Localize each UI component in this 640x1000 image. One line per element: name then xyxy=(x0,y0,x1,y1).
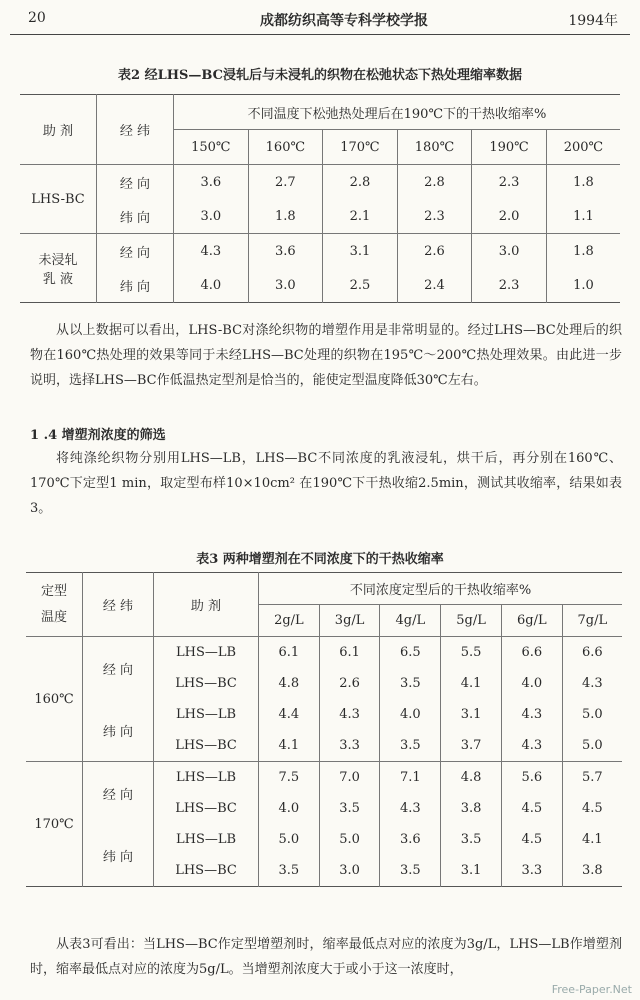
table3-value-cell: 4.3 xyxy=(319,699,380,730)
table2-direction-cell: 经 向 xyxy=(97,234,174,269)
table2-temp-header: 150℃ xyxy=(174,130,249,165)
table2-value-cell: 1.8 xyxy=(546,234,620,269)
table3-value-cell: 6.6 xyxy=(501,637,562,669)
table2-value-cell: 3.6 xyxy=(248,234,323,269)
table2-temp-header: 190℃ xyxy=(472,130,547,165)
table2-temp-header: 180℃ xyxy=(397,130,472,165)
watermark-stamp: Free-Paper.Net xyxy=(551,983,632,996)
table3-value-cell: 3.1 xyxy=(441,855,502,887)
table3-value-cell: 4.1 xyxy=(562,824,622,855)
table3-value-cell: 3.6 xyxy=(380,824,441,855)
table3-value-cell: 7.0 xyxy=(319,762,380,794)
table3-caption: 表3 两种增塑剂在不同浓度下的干热收缩率 xyxy=(196,552,444,567)
table3-value-cell: 5.0 xyxy=(319,824,380,855)
table3-value-cell: 3.8 xyxy=(441,793,502,824)
table3-value-cell: 4.0 xyxy=(380,699,441,730)
table2-col-direction: 经 纬 xyxy=(97,95,174,165)
table2 xyxy=(20,94,620,303)
table3-value-cell: 6.6 xyxy=(562,637,622,669)
table2-value-cell: 1.8 xyxy=(248,199,323,234)
table3-agent-cell: LHS—LB xyxy=(154,699,259,730)
paragraph-1: 从以上数据可以看出，LHS-BC对涤纶织物的增塑作用是非常明显的。经过LHS—BC处理后的织物在160℃热处理的效果等同于未经LHS—BC处理的织物在195℃～200℃热处理效果。由此进一步说明，选择LHS—BC作低温热定型剂是恰当的，能使定型温度降低30℃左右。 xyxy=(30,323,622,388)
table3-value-cell: 3.5 xyxy=(380,730,441,762)
table3-value-cell: 5.0 xyxy=(259,824,320,855)
table3-agent-cell: LHS—LB xyxy=(154,637,259,669)
table3-data-row xyxy=(26,762,622,794)
table3-header-row xyxy=(26,573,622,605)
table3-value-cell: 6.1 xyxy=(319,637,380,669)
table2-value-cell: 4.3 xyxy=(174,234,249,269)
table3-value-cell: 4.5 xyxy=(562,793,622,824)
table3-conc-header: 3g/L xyxy=(319,605,380,637)
table2-value-cell: 4.0 xyxy=(174,268,249,303)
table2-caption: 表2 经LHS—BC浸轧后与未浸轧的织物在松弛状态下热处理缩率数据 xyxy=(118,68,522,83)
table3-value-cell: 4.3 xyxy=(380,793,441,824)
table2-data-row xyxy=(20,165,620,200)
table2-temp-header: 200℃ xyxy=(546,130,620,165)
journal-title: 成都纺织高等专科学校学报 xyxy=(260,13,428,29)
table3-temp-cell: 170℃ xyxy=(26,762,83,887)
table3-span-header: 不同浓度定型后的干热收缩率% xyxy=(259,573,623,605)
table3-value-cell: 4.5 xyxy=(501,824,562,855)
table3-agent-cell: LHS—BC xyxy=(154,730,259,762)
table3-value-cell: 3.5 xyxy=(319,793,380,824)
table3-value-cell: 3.5 xyxy=(441,824,502,855)
table3 xyxy=(26,572,622,887)
table2-temp-header: 170℃ xyxy=(323,130,398,165)
table3-direction-cell: 纬 向 xyxy=(83,699,154,762)
table3-conc-header: 5g/L xyxy=(441,605,502,637)
table2-data-row xyxy=(20,234,620,269)
table3-value-cell: 5.6 xyxy=(501,762,562,794)
page-header xyxy=(28,8,618,32)
table3-value-cell: 4.0 xyxy=(259,793,320,824)
table2-value-cell: 3.0 xyxy=(472,234,547,269)
table3-value-cell: 3.3 xyxy=(501,855,562,887)
table2-value-cell: 2.8 xyxy=(397,165,472,200)
table3-value-cell: 3.0 xyxy=(319,855,380,887)
paragraph-3: 从表3可看出：当LHS—BC作定型增塑剂时，缩率最低点对应的浓度为3g/L，LHS—LB作增塑剂时，缩率最低点对应的浓度为5g/L。当增塑剂浓度大于或小于这一浓度时， xyxy=(30,937,622,977)
table3-value-cell: 4.8 xyxy=(259,668,320,699)
table2-value-cell: 2.1 xyxy=(323,199,398,234)
table2-agent-cell: 未浸轧 乳 液 xyxy=(20,234,97,303)
table3-conc-header: 6g/L xyxy=(501,605,562,637)
table2-header-row xyxy=(20,95,620,130)
table3-value-cell: 4.5 xyxy=(501,793,562,824)
table3-value-cell: 4.3 xyxy=(501,730,562,762)
table2-value-cell: 2.3 xyxy=(472,165,547,200)
table2-span-header: 不同温度下松弛热处理后在190℃下的干热收缩率% xyxy=(174,95,621,130)
table2-col-agent: 助 剂 xyxy=(20,95,97,165)
table3-value-cell: 4.4 xyxy=(259,699,320,730)
table3-value-cell: 2.6 xyxy=(319,668,380,699)
table2-temp-header: 160℃ xyxy=(248,130,323,165)
table3-direction-cell: 经 向 xyxy=(83,762,154,825)
table3-agent-cell: LHS—BC xyxy=(154,793,259,824)
table3-value-cell: 7.1 xyxy=(380,762,441,794)
table3-value-cell: 4.1 xyxy=(441,668,502,699)
table3-direction-cell: 纬 向 xyxy=(83,824,154,887)
table3-value-cell: 3.5 xyxy=(259,855,320,887)
publication-year: 1994年 xyxy=(568,13,618,29)
table3-temp-cell: 160℃ xyxy=(34,691,74,707)
table2-value-cell: 2.8 xyxy=(323,165,398,200)
table3-data-row xyxy=(26,824,622,855)
table3-value-cell: 3.7 xyxy=(441,730,502,762)
table3-value-cell: 3.5 xyxy=(380,668,441,699)
paragraph-2: 将纯涤纶织物分别用LHS—LB，LHS—BC不同浓度的乳液浸轧，烘干后，再分别在160℃、170℃下定型1 min，取定型布样10×10cm² 在190℃下干热收缩2.5min，测试其收缩率，结果如表3。 xyxy=(30,451,622,516)
table3-value-cell: 5.0 xyxy=(562,730,622,762)
table3-value-cell: 3.3 xyxy=(319,730,380,762)
table2-direction-cell: 经 向 xyxy=(97,165,174,200)
table3-agent-cell: LHS—BC xyxy=(154,668,259,699)
table2-value-cell: 2.6 xyxy=(397,234,472,269)
table3-value-cell: 4.8 xyxy=(441,762,502,794)
table2-value-cell: 2.0 xyxy=(472,199,547,234)
table3-value-cell: 3.5 xyxy=(380,855,441,887)
table2-value-cell: 2.3 xyxy=(397,199,472,234)
table2-data-row xyxy=(20,268,620,303)
table2-value-cell: 1.8 xyxy=(546,165,620,200)
table2-value-cell: 2.3 xyxy=(472,268,547,303)
table3-value-cell: 5.0 xyxy=(562,699,622,730)
table3-conc-header: 7g/L xyxy=(562,605,622,637)
table3-agent-cell: LHS—LB xyxy=(154,762,259,794)
table3-agent-cell: LHS—LB xyxy=(154,824,259,855)
header-rule xyxy=(10,34,630,35)
table2-direction-cell: 纬 向 xyxy=(97,268,174,303)
table2-direction-cell: 纬 向 xyxy=(97,199,174,234)
table3-data-row xyxy=(26,699,622,730)
table3-data-row xyxy=(26,637,622,669)
table3-value-cell: 4.3 xyxy=(562,668,622,699)
table3-value-cell: 3.1 xyxy=(441,699,502,730)
table3-col-agent: 助 剂 xyxy=(154,573,259,637)
table3-value-cell: 7.5 xyxy=(259,762,320,794)
table2-value-cell: 2.4 xyxy=(397,268,472,303)
table3-agent-cell: LHS—BC xyxy=(154,855,259,887)
table3-value-cell: 5.7 xyxy=(562,762,622,794)
table3-value-cell: 3.8 xyxy=(562,855,622,887)
page-number: 20 xyxy=(28,10,46,26)
table2-value-cell: 3.1 xyxy=(323,234,398,269)
table3-value-cell: 6.1 xyxy=(259,637,320,669)
table2-value-cell: 3.0 xyxy=(174,199,249,234)
table2-value-cell: 2.5 xyxy=(323,268,398,303)
section-heading: 1 .4 增塑剂浓度的筛选 xyxy=(30,428,166,443)
table2-value-cell: 1.0 xyxy=(546,268,620,303)
table2-value-cell: 1.1 xyxy=(546,199,620,234)
table3-col-temp: 定型 温度 xyxy=(26,573,83,637)
table3-value-cell: 4.3 xyxy=(501,699,562,730)
table3-value-cell: 4.1 xyxy=(259,730,320,762)
table3-value-cell: 5.5 xyxy=(441,637,502,669)
table2-value-cell: 3.6 xyxy=(174,165,249,200)
table3-value-cell: 4.0 xyxy=(501,668,562,699)
table2-value-cell: 3.0 xyxy=(248,268,323,303)
table3-value-cell: 6.5 xyxy=(380,637,441,669)
table3-conc-header: 4g/L xyxy=(380,605,441,637)
table3-col-direction: 经 纬 xyxy=(83,573,154,637)
table3-direction-cell: 经 向 xyxy=(83,637,154,700)
table2-data-row xyxy=(20,199,620,234)
table3-conc-header: 2g/L xyxy=(259,605,320,637)
table2-agent-cell: LHS-BC xyxy=(31,191,85,207)
table2-value-cell: 2.7 xyxy=(248,165,323,200)
